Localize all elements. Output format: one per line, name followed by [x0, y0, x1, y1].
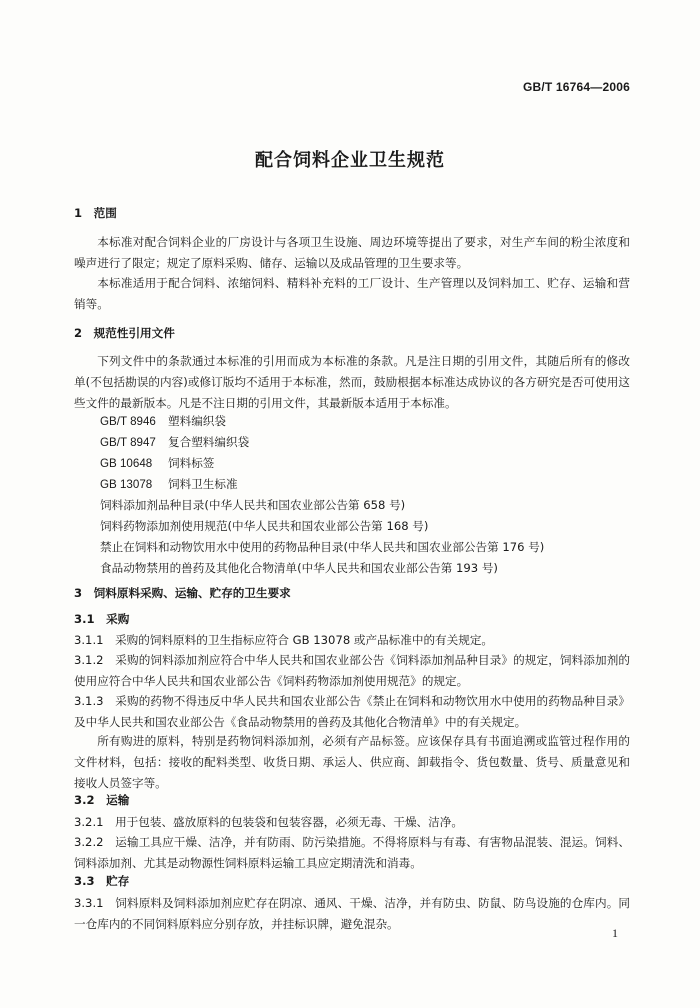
document-title: 配合饲料企业卫生规范: [255, 150, 445, 171]
section-1-heading: 1 范围: [74, 206, 117, 220]
reference-item: 禁止在饲料和动物饮用水中使用的药物品种目录(中华人民共和国农业部公告第 176 号): [100, 540, 545, 554]
reference-item: [100, 476, 238, 492]
reference-item: [100, 413, 226, 429]
reference-item: [100, 434, 249, 450]
section-3-3-heading: 3.3 贮存: [74, 874, 130, 888]
reference-code: GB 10648: [100, 457, 153, 470]
clause-3-1-2: 3.1.2 采购的饲料添加剂应符合中华人民共和国农业部公告《饲料添加剂品种目录》的规定，饲料添加剂的使用应符合中华人民共和国农业部公告《饲料药物添加剂使用规范》的规定。: [74, 653, 630, 688]
clause-3-3-1: 3.3.1 饲料原料及饲料添加剂应贮存在阴凉、通风、干燥、洁净，并有防虫、防鼠、防鸟设施的仓库内。同一仓库内的不同饲料原料应分别存放，并挂标识牌，避免混杂。: [74, 896, 630, 931]
section-3-2-heading: 3.2 运输: [74, 793, 130, 807]
standard-code: GB/T 16764—2006: [522, 80, 630, 94]
section-2-heading: 2 规范性引用文件: [74, 326, 175, 340]
reference-item: 食品动物禁用的兽药及其他化合物清单(中华人民共和国农业部公告第 193 号): [100, 561, 498, 575]
clause-3-2-1: 3.2.1 用于包装、盛放原料的包装袋和包装容器，必须无毒、干燥、洁净。: [74, 815, 463, 829]
reference-code: GB 13078: [100, 478, 153, 491]
section-3-1-heading: 3.1 采购: [74, 612, 130, 626]
reference-name: 饲料卫生标准: [168, 477, 238, 491]
clause-3-1-1: 3.1.1 采购的饲料原料的卫生指标应符合 GB 13078 或产品标准中的有关规定。: [74, 633, 494, 647]
reference-name: 复合塑料编织袋: [168, 435, 250, 449]
reference-item: 饲料药物添加剂使用规范(中华人民共和国农业部公告第 168 号): [100, 519, 429, 533]
clause-3-1-paragraph: 所有购进的原料，特别是药物饲料添加剂，必须有产品标签。应该保存具有书面追溯或监管过程作用的文件材料，包括：接收的配料类型、收货日期、承运人、供应商、卸载指令、货包数量、货号、质量意见和接收人员签字等。: [74, 734, 630, 790]
section-3-heading: 3 饲料原料采购、运输、贮存的卫生要求: [74, 586, 291, 600]
clause-3-1-3: 3.1.3 采购的药物不得违反中华人民共和国农业部公告《禁止在饲料和动物饮用水中使用的药物品种目录》及中华人民共和国农业部公告《食品动物禁用的兽药及其他化合物清单》中的有关规定。: [74, 694, 630, 729]
reference-code: GB/T 8946: [100, 415, 156, 428]
reference-name: 塑料编织袋: [168, 414, 226, 428]
clause-3-2-2: 3.2.2 运输工具应干燥、洁净，并有防雨、防污染措施。不得将原料与有毒、有害物品混装、混运。饲料、饲料添加剂、尤其是动物源性饲料原料运输工具应定期清洗和消毒。: [74, 835, 630, 870]
reference-name: 饲料标签: [168, 456, 215, 470]
section-1-paragraph-1: 本标准对配合饲料企业的厂房设计与各项卫生设施、周边环境等提出了要求，对生产车间的粉尘浓度和噪声进行了限定；规定了原料采购、储存、运输以及成品管理的卫生要求等。: [74, 235, 630, 270]
reference-item: 饲料添加剂品种目录(中华人民共和国农业部公告第 658 号): [100, 498, 406, 512]
page-number: 1: [612, 926, 618, 940]
section-2-paragraph: 下列文件中的条款通过本标准的引用而成为本标准的条款。凡是注日期的引用文件，其随后所有的修改单(不包括勘误的内容)或修订版均不适用于本标准，然而，鼓励根据本标准达成协议的各方研究是否可使用这些文件的最新版本。凡是不注日期的引用文件，其最新版本适用于本标准。: [74, 354, 630, 410]
section-1-paragraph-2: 本标准适用于配合饲料、浓缩饲料、精料补充料的工厂设计、生产管理以及饲料加工、贮存、运输和营销等。: [74, 276, 630, 311]
reference-item: [100, 455, 214, 471]
reference-code: GB/T 8947: [100, 436, 156, 449]
